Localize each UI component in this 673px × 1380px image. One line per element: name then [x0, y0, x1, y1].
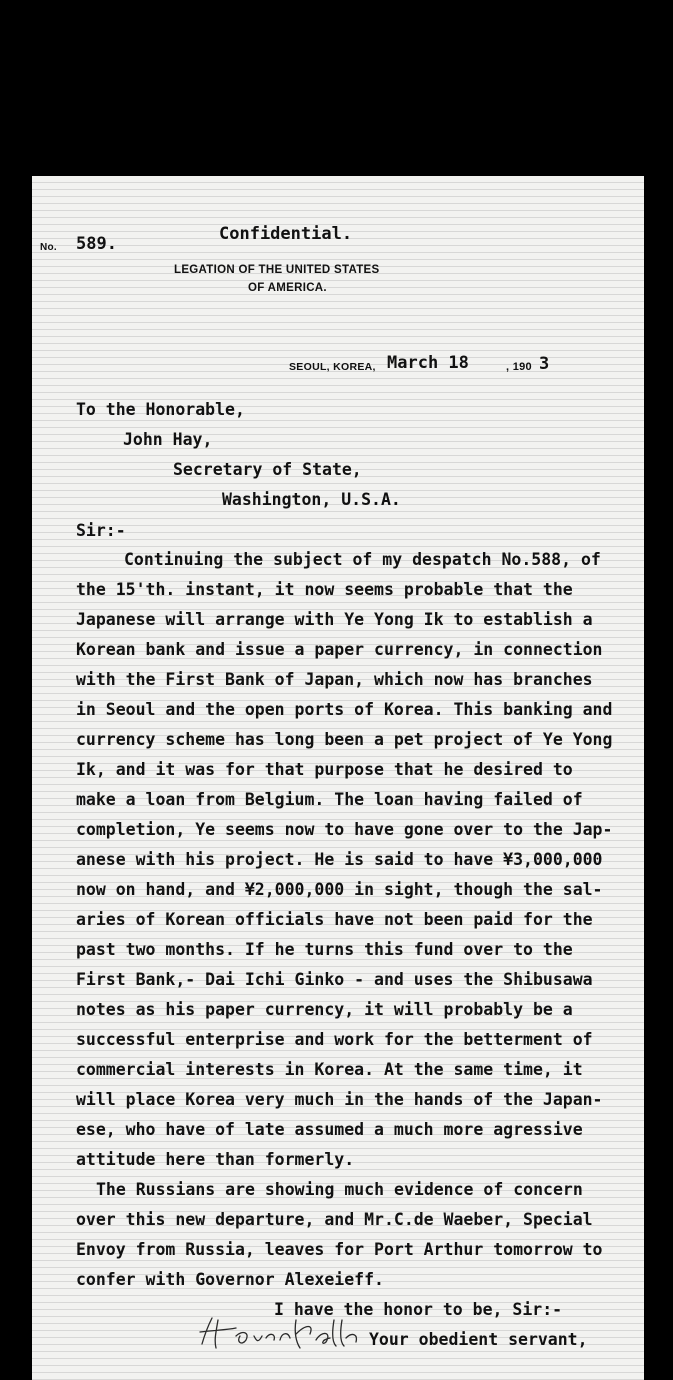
body-line: completion, Ye seems now to have gone over to the Jap- [76, 820, 613, 839]
body-line: Envoy from Russia, leaves for Port Arthur tomorrow to [76, 1240, 603, 1259]
body-line: notes as his paper currency, it will probably be a [76, 1000, 573, 1019]
body-line: anese with his project. He is said to have ¥3,000,000 [76, 850, 603, 869]
closing-line-1: I have the honor to be, Sir:- [274, 1300, 563, 1319]
handwritten-signature [196, 1310, 371, 1354]
body-line: currency scheme has long been a pet project of Ye Yong [76, 730, 613, 749]
despatch-number: 589. [76, 234, 117, 254]
body-line: the 15'th. instant, it now seems probable that the [76, 580, 573, 599]
address-line-3: Secretary of State, [173, 460, 362, 479]
body-line: First Bank,- Dai Ichi Ginko - and uses the Shibusawa [76, 970, 593, 989]
legation-line-2: OF AMERICA. [248, 282, 327, 294]
body-line: Ik, and it was for that purpose that he desired to [76, 760, 573, 779]
body-line: successful enterprise and work for the betterment of [76, 1030, 593, 1049]
body-line: The Russians are showing much evidence of concern [96, 1180, 583, 1199]
closing-line-2: Your obedient servant, [369, 1330, 588, 1349]
body-line: aries of Korean officials have not been paid for the [76, 910, 593, 929]
number-label: No. [40, 242, 58, 253]
confidential-heading: Confidential. [219, 224, 353, 244]
address-line-1: To the Honorable, [76, 400, 245, 419]
body-line: over this new departure, and Mr.C.de Waeber, Special [76, 1210, 593, 1229]
body-line: confer with Governor Alexeieff. [76, 1270, 384, 1289]
legation-line-1: LEGATION OF THE UNITED STATES [174, 264, 380, 276]
body-line: Japanese will arrange with Ye Yong Ik to establish a [76, 610, 593, 629]
body-line: now on hand, and ¥2,000,000 in sight, though the sal- [76, 880, 603, 899]
body-line: ese, who have of late assumed a much more agressive [76, 1120, 583, 1139]
address-line-4: Washington, U.S.A. [222, 490, 401, 509]
body-line: Continuing the subject of my despatch No.588, of [124, 550, 601, 569]
dateline-month-day: March 18 [387, 353, 469, 373]
dateline-year-prefix: , 190 [506, 361, 532, 373]
body-line: Korean bank and issue a paper currency, in connection [76, 640, 603, 659]
body-line: attitude here than formerly. [76, 1150, 355, 1169]
body-line: commercial interests in Korea. At the same time, it [76, 1060, 583, 1079]
body-line: make a loan from Belgium. The loan having failed of [76, 790, 583, 809]
body-line: in Seoul and the open ports of Korea. This banking and [76, 700, 613, 719]
body-line: with the First Bank of Japan, which now has branches [76, 670, 593, 689]
body-line: will place Korea very much in the hands of the Japan- [76, 1090, 603, 1109]
salutation: Sir:- [76, 521, 126, 540]
body-line: past two months. If he turns this fund over to the [76, 940, 573, 959]
address-line-2: John Hay, [123, 430, 213, 449]
dateline-place: SEOUL, KOREA, [289, 361, 376, 373]
dateline-year-digit: 3 [539, 354, 550, 374]
